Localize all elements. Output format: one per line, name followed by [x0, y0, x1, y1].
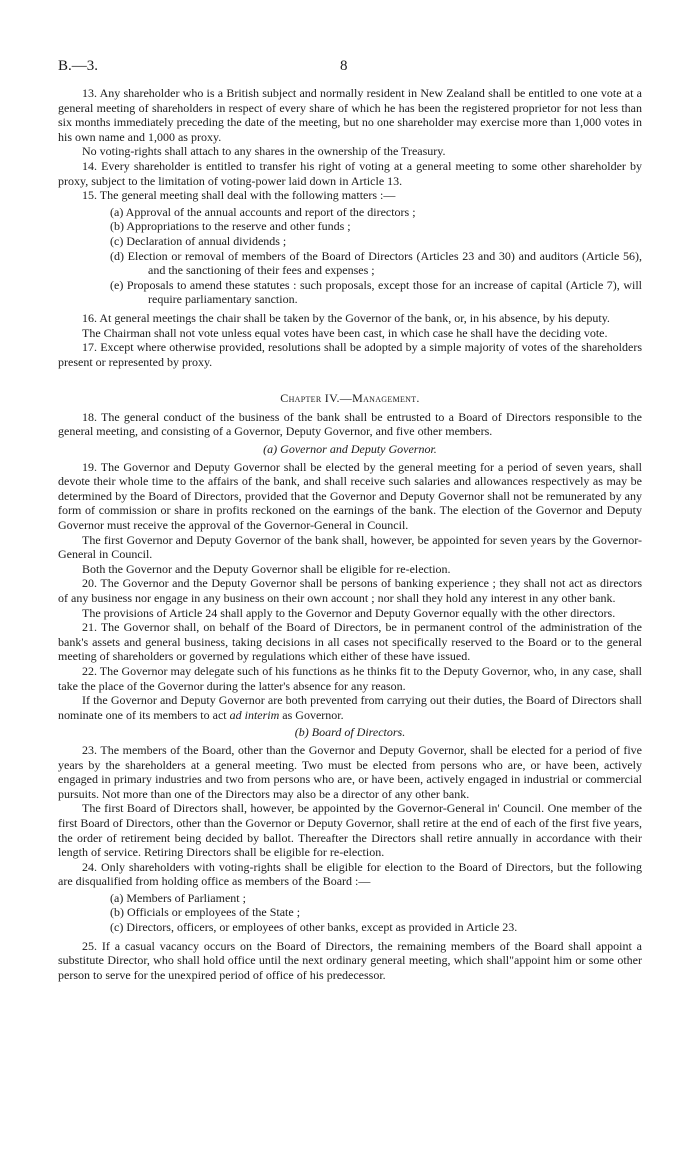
paragraph-13: 13. Any shareholder who is a British subject and normally resident in New Zealand shall be entitled to one vote at a general meeting of shareholders in respect of every share of which he has been the registered proprietor for not less than six months immediately preceding the date of the meeting, but no one shareholder may exercise more than 1,000 votes in his own name and 1,000 as proxy. — [58, 86, 642, 144]
paragraph-19-reelection: Both the Governor and the Deputy Governor shall be eligible for re-election. — [82, 561, 451, 576]
running-header — [58, 58, 642, 86]
paragraph-22-text-end: as Governor. — [279, 707, 344, 722]
paragraph-19-continued: The first Governor and Deputy Governor of the bank shall, however, be appointed for seven years by the Governor-General in Council. — [58, 532, 642, 562]
list-item: (b) Officials or employees of the State ; — [110, 905, 301, 920]
section-subheading-governor: (a) Governor and Deputy Governor. — [263, 442, 437, 457]
page-number: 8 — [340, 58, 348, 74]
list-item: (e) Proposals to amend these statutes : such proposals, except those for an increase of capital (Article 7), will require parliamentary sanction. — [110, 277, 642, 307]
chapter-heading: Chapter IV.—Management. — [280, 391, 420, 406]
paragraph-24: 24. Only shareholders with voting-rights shall be eligible for election to the Board of Directors, but the following are disqualified from holding office as members of the Board :— — [58, 859, 642, 889]
paragraph-21: 21. The Governor shall, on behalf of the Board of Directors, be in permanent control of the administration of the bank's assets and general business, taking decisions in all cases not specifically reserved to the Board or to the general meeting of shareholders or governed by regulations which either of these have issued. — [58, 620, 642, 664]
list-item: (a) Approval of the annual accounts and report of the directors ; — [110, 204, 416, 219]
list-item: (c) Directors, officers, or employees of other banks, except as provided in Article 23. — [110, 920, 518, 935]
article-24-list — [58, 891, 642, 935]
paragraph-17: 17. Except where otherwise provided, resolutions shall be adopted by a simple majority of votes of the shareholders present or represented by proxy. — [58, 340, 642, 369]
paragraph-20-continued: The provisions of Article 24 shall apply to the Governor and Deputy Governor equally with the other directors. — [82, 605, 616, 620]
paragraph-20: 20. The Governor and the Deputy Governor shall be persons of banking experience ; they shall not act as directors of any business nor engage in any business on their own account ; nor shall they hold any interest in any other bank. — [58, 576, 642, 605]
paragraph-23-continued: The first Board of Directors shall, however, be appointed by the Governor-General in' Council. One member of the first Board of Directors, other than the Governor or Deputy Governor, shall retire at the end of each of the first five years, the order of retirement being decided by ballot. Thereafter the Directors shall retire annually in accordance with their length of service. Retiring Directors shall be eligible for re-election. — [58, 801, 642, 860]
paragraph-16-continued: The Chairman shall not vote unless equal votes have been cast, in which case he shall have the deciding vote. — [82, 325, 608, 340]
list-item: (c) Declaration of annual dividends ; — [110, 233, 287, 248]
document-reference: B.—3. — [58, 58, 99, 74]
latin-phrase: ad interim — [229, 707, 280, 722]
paragraph-23: 23. The members of the Board, other than the Governor and Deputy Governor, shall be elected for a period of five years by the shareholders at a general meeting. Two must be elected from persons who are, or have been, actively engaged in primary industries and two from persons who are, or have been, actively engaged in industrial or commercial pursuits. Not more than one of the Directors may also be a director of any other bank. — [58, 742, 642, 801]
list-item: (d) Election or removal of members of the Board of Directors (Articles 23 and 30) and auditors (Article 56), and the sanctioning of their fees and expenses ; — [110, 248, 642, 278]
paragraph-22: 22. The Governor may delegate such of his functions as he thinks fit to the Deputy Governor, who, in any case, shall take the place of the Governor during the latter's absence for any reason. — [58, 663, 642, 693]
paragraph-16: 16. At general meetings the chair shall be taken by the Governor of the bank, or, in his absence, by his deputy. — [82, 310, 610, 325]
article-15-list — [58, 205, 642, 307]
paragraph-15: 15. The general meeting shall deal with the following matters :— — [82, 188, 396, 203]
paragraph-25: 25. If a casual vacancy occurs on the Board of Directors, the remaining members of the Board shall appoint a substitute Director, who shall hold office until the next ordinary general meeting, which shall"appoint him or some other person to serve for the unexpired period of office of his predecessor. — [58, 938, 642, 982]
paragraph-19: 19. The Governor and Deputy Governor shall be elected by the general meeting for a period of seven years, shall devote their whole time to the affairs of the bank, and shall receive such salaries and allowances respectively as may be determined by the Board of Directors, provided that the Governor and Deputy Governor shall not be remunerated by any form of commission or share in profits reckoned on the earnings of the bank. The election of the Governor and Deputy Governor must receive the approval of the Governor-General in Council. — [58, 459, 642, 533]
list-item: (b) Appropriations to the reserve and other funds ; — [110, 219, 351, 234]
paragraph-22-continued — [58, 693, 642, 722]
paragraph-22-text: If the Governor and Deputy Governor are both prevented from carrying out their duties, the Board of Directors shall nominate one of its members to act — [58, 693, 642, 722]
list-item: (a) Members of Parliament ; — [110, 890, 246, 905]
section-subheading-board: (b) Board of Directors. — [294, 725, 406, 740]
document-body — [58, 86, 642, 982]
paragraph-14: 14. Every shareholder is entitled to transfer his right of voting at a general meeting to some other shareholder by proxy, subject to the limitation of voting-power laid down in Article 13. — [58, 158, 642, 188]
paragraph-18: 18. The general conduct of the business of the bank shall be entrusted to a Board of Directors responsible to the general meeting, and consisting of a Governor, Deputy Governor, and five other members. — [58, 409, 642, 439]
paragraph-13-continued: No voting-rights shall attach to any shares in the ownership of the Treasury. — [82, 144, 446, 159]
